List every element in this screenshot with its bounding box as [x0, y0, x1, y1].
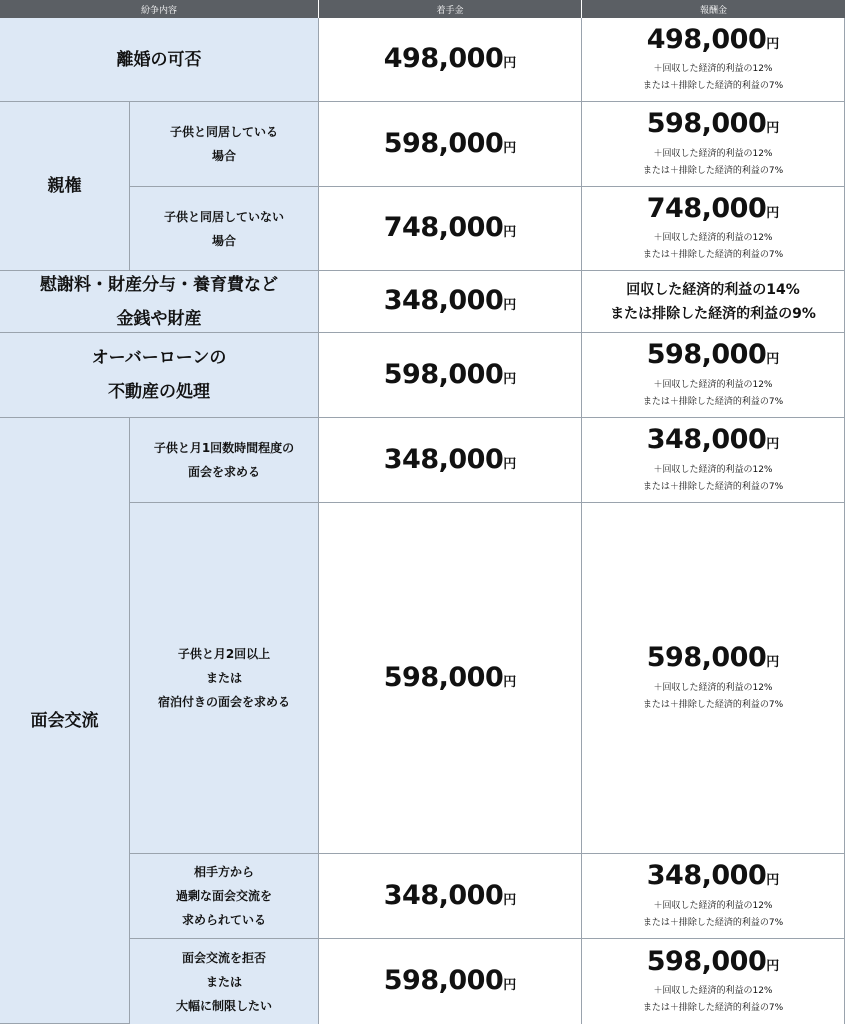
yen-unit: 円 [503, 298, 517, 314]
retainer-cell [319, 102, 582, 187]
subcase-line: 面会交流を拒否 [181, 950, 266, 965]
reward-note-excluded: または＋排除した経済的利益の7% [642, 481, 784, 492]
subcase-line: 相手方から [193, 865, 254, 879]
reward-note-recovered: ＋回収した経済的利益の12% [653, 464, 773, 475]
yen-unit: 円 [766, 352, 780, 368]
subcase-line: 場合 [211, 233, 236, 248]
reward-note-excluded: または＋排除した経済的利益の7% [642, 396, 784, 407]
retainer-cell [319, 503, 582, 854]
reward-cell [582, 939, 845, 1024]
amount-value: 598,000 [646, 108, 767, 140]
subcase-refuse-visit [130, 939, 319, 1024]
retainer-amount [384, 359, 517, 391]
reward-rate-excluded: または排除した経済的利益の9% [610, 305, 816, 322]
dispute-label: 離婚の可否 [116, 49, 202, 70]
reward-cell [582, 333, 845, 418]
subcase-line: 大幅に制限したい [175, 998, 272, 1013]
retainer-amount [384, 285, 517, 317]
subcase-line: 場合 [211, 149, 236, 163]
reward-amount [647, 24, 780, 56]
amount-value: 598,000 [383, 127, 504, 159]
retainer-amount [384, 662, 517, 694]
subcase-line: 子供と月2回以上 [177, 647, 271, 661]
reward-note-recovered: ＋回収した経済的利益の12% [653, 233, 773, 244]
subcase-line: または [205, 671, 242, 685]
reward-note-recovered: ＋回収した経済的利益の12% [653, 148, 773, 159]
subcase-line: または [205, 974, 242, 989]
reward-note-excluded: または＋排除した経済的利益の7% [642, 1003, 784, 1014]
reward-note-recovered: ＋回収した経済的利益の12% [653, 682, 773, 693]
reward-note-excluded: または＋排除した経済的利益の7% [642, 81, 784, 92]
subcase-monthly-visit [130, 418, 319, 503]
subcase-line: 面会を求める [187, 465, 260, 479]
reward-amount [647, 424, 780, 456]
yen-unit: 円 [766, 205, 780, 221]
yen-unit: 円 [503, 456, 517, 472]
amount-value: 348,000 [383, 285, 504, 317]
reward-note-recovered: ＋回収した経済的利益の12% [653, 64, 773, 75]
yen-unit: 円 [766, 655, 780, 671]
dispute-label: 不動産の処理 [108, 382, 210, 402]
yen-unit: 円 [766, 36, 780, 52]
amount-value: 748,000 [646, 192, 767, 224]
amount-value: 498,000 [646, 23, 767, 55]
dispute-label: 面会交流 [30, 710, 99, 731]
retainer-cell [319, 333, 582, 418]
yen-unit: 円 [503, 892, 517, 908]
reward-cell [582, 418, 845, 503]
subcase-line: 子供と月1回数時間程度の [153, 441, 295, 455]
reward-note-excluded: または＋排除した経済的利益の7% [642, 250, 784, 261]
dispute-label: 金銭や財産 [116, 308, 202, 329]
subcase-line: 子供と同居している [169, 125, 278, 139]
header-dispute [0, 0, 319, 18]
reward-cell [582, 187, 845, 271]
amount-value: 348,000 [646, 424, 767, 456]
yen-unit: 円 [503, 56, 517, 72]
subcase-excessive-request [130, 854, 319, 939]
subcase-line: 宿泊付きの面会を求める [157, 695, 290, 709]
subcase-frequent-visit [130, 503, 319, 854]
yen-unit: 円 [503, 225, 517, 241]
dispute-monetary [0, 271, 319, 333]
reward-rate-recovered: 回収した経済的利益の14% [626, 281, 800, 298]
amount-value: 598,000 [383, 358, 504, 390]
retainer-cell [319, 271, 582, 333]
reward-amount [647, 642, 780, 674]
amount-value: 748,000 [383, 212, 504, 244]
header-retainer [319, 0, 582, 18]
reward-note-recovered: ＋回収した経済的利益の12% [653, 900, 773, 911]
dispute-visitation [0, 418, 130, 1024]
dispute-label: 親権 [47, 176, 82, 196]
reward-amount [647, 860, 780, 892]
retainer-cell [319, 187, 582, 271]
amount-value: 348,000 [646, 860, 767, 892]
header-dispute-label: 紛争内容 [140, 5, 177, 16]
retainer-cell [319, 18, 582, 102]
reward-note-excluded: または＋排除した経済的利益の7% [642, 699, 784, 710]
reward-note-excluded: または＋排除した経済的利益の7% [642, 165, 784, 176]
yen-unit: 円 [766, 437, 780, 453]
retainer-amount [384, 965, 517, 997]
reward-cell [582, 102, 845, 187]
subcase-line: 求められている [181, 913, 266, 927]
amount-value: 598,000 [646, 339, 767, 371]
header-reward [582, 0, 845, 18]
yen-unit: 円 [766, 873, 780, 889]
retainer-amount [384, 444, 517, 476]
reward-cell [582, 18, 845, 102]
amount-value: 598,000 [646, 642, 767, 674]
header-reward-label: 報酬金 [699, 5, 727, 16]
reward-amount [647, 946, 780, 978]
subcase-cohabiting [130, 102, 319, 187]
retainer-cell [319, 939, 582, 1024]
reward-note-recovered: ＋回収した経済的利益の12% [653, 986, 773, 997]
reward-amount [647, 193, 780, 225]
dispute-label: 慰謝料・財産分与・養育費など [40, 274, 278, 295]
retainer-cell [319, 418, 582, 503]
reward-cell [582, 271, 845, 333]
subcase-line: 過剰な面会交流を [175, 889, 272, 903]
reward-note-recovered: ＋回収した経済的利益の12% [653, 379, 773, 390]
yen-unit: 円 [503, 140, 517, 156]
yen-unit: 円 [503, 371, 517, 387]
amount-value: 598,000 [383, 661, 504, 693]
subcase-line: 子供と同居していない [163, 209, 284, 224]
yen-unit: 円 [503, 978, 517, 994]
dispute-custody [0, 102, 130, 271]
reward-cell [582, 854, 845, 939]
reward-amount [647, 339, 780, 371]
retainer-amount [384, 128, 517, 160]
retainer-amount [384, 880, 517, 912]
yen-unit: 円 [766, 121, 780, 137]
amount-value: 598,000 [383, 965, 504, 997]
header-retainer-label: 着手金 [436, 5, 464, 16]
subcase-not-cohabiting [130, 187, 319, 271]
yen-unit: 円 [766, 958, 780, 974]
dispute-divorce [0, 18, 319, 102]
reward-note-excluded: または＋排除した経済的利益の7% [642, 917, 784, 928]
amount-value: 348,000 [383, 879, 504, 911]
dispute-label: オーバーローンの [91, 348, 227, 368]
retainer-amount [384, 43, 517, 75]
amount-value: 498,000 [383, 43, 504, 75]
dispute-overloan-property [0, 333, 319, 418]
amount-value: 348,000 [383, 443, 504, 475]
retainer-cell [319, 854, 582, 939]
reward-cell [582, 503, 845, 854]
yen-unit: 円 [503, 674, 517, 690]
retainer-amount [384, 212, 517, 244]
reward-amount [647, 108, 780, 140]
amount-value: 598,000 [646, 945, 767, 977]
